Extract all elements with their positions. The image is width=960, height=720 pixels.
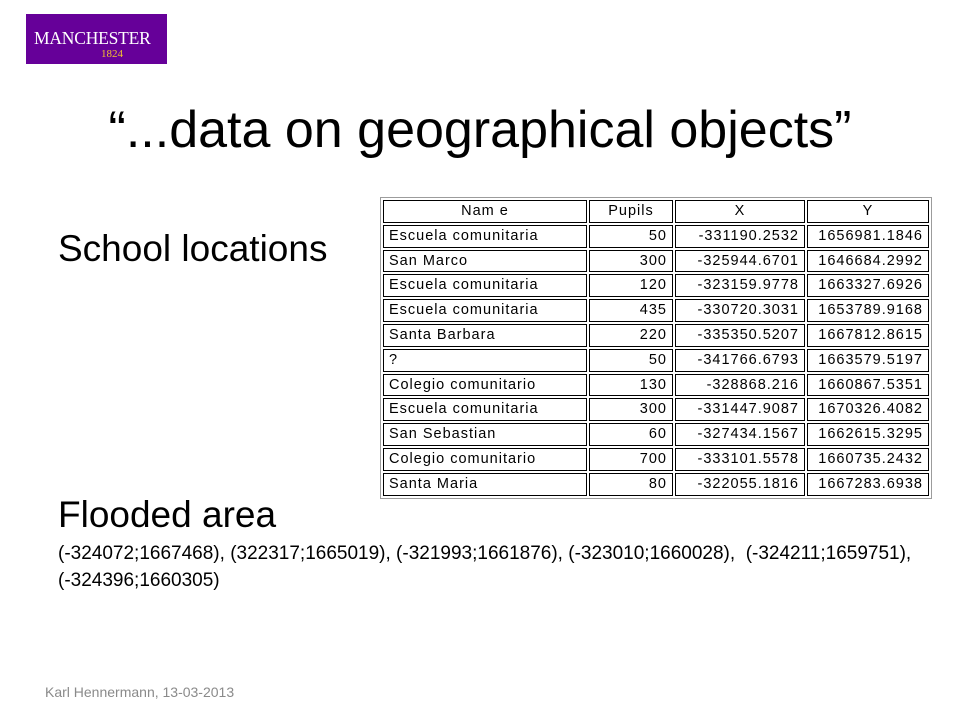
school-table-frame [380, 197, 932, 499]
school-locations-heading: School locations [58, 228, 328, 269]
y-coordinate-cell: 1670326.4082 [807, 398, 929, 421]
pupils-cell: 300 [589, 250, 673, 273]
table-row [383, 274, 929, 297]
table-row [383, 374, 929, 397]
pupils-cell: 50 [589, 349, 673, 372]
y-coordinate-cell: 1667812.8615 [807, 324, 929, 347]
pupils-cell: 50 [589, 225, 673, 248]
y-coordinate-cell: 1663579.5197 [807, 349, 929, 372]
school-name-cell: ? [383, 349, 587, 372]
x-coordinate-cell: -335350.5207 [675, 324, 805, 347]
x-coordinate-cell: -322055.1816 [675, 473, 805, 496]
table-row [383, 349, 929, 372]
column-header-x: X [675, 200, 805, 223]
y-coordinate-cell: 1656981.1846 [807, 225, 929, 248]
school-name-cell: Santa Barbara [383, 324, 587, 347]
school-name-cell: Escuela comunitaria [383, 299, 587, 322]
column-header-pupils: Pupils [589, 200, 673, 223]
slide-title: “...data on geographical objects” [108, 101, 852, 159]
school-name-cell: Escuela comunitaria [383, 274, 587, 297]
x-coordinate-cell: -328868.216 [675, 374, 805, 397]
y-coordinate-cell: 1660867.5351 [807, 374, 929, 397]
x-coordinate-cell: -333101.5578 [675, 448, 805, 471]
pupils-cell: 435 [589, 299, 673, 322]
table-row [383, 324, 929, 347]
pupils-cell: 300 [589, 398, 673, 421]
table-row [383, 250, 929, 273]
y-coordinate-cell: 1646684.2992 [807, 250, 929, 273]
school-name-cell: San Sebastian [383, 423, 587, 446]
x-coordinate-cell: -331447.9087 [675, 398, 805, 421]
y-coordinate-cell: 1662615.3295 [807, 423, 929, 446]
x-coordinate-cell: -323159.9778 [675, 274, 805, 297]
flooded-area-coordinates: (-324072;1667468), (322317;1665019), (-321993;1661876), (-323010;1660028), (-324211;1659751), (-324396;1660305) [58, 543, 917, 591]
table-row [383, 448, 929, 471]
pupils-cell: 60 [589, 423, 673, 446]
column-header-y: Y [807, 200, 929, 223]
y-coordinate-cell: 1653789.9168 [807, 299, 929, 322]
school-name-cell: Escuela comunitaria [383, 225, 587, 248]
column-header-name: Nam e [383, 200, 587, 223]
y-coordinate-cell: 1660735.2432 [807, 448, 929, 471]
table-row [383, 225, 929, 248]
table-header-row [383, 200, 929, 223]
school-name-cell: San Marco [383, 250, 587, 273]
flooded-area-heading: Flooded area [58, 494, 277, 535]
table-row [383, 398, 929, 421]
logo-year: 1824 [101, 48, 123, 60]
y-coordinate-cell: 1663327.6926 [807, 274, 929, 297]
school-table-body [383, 225, 929, 496]
pupils-cell: 700 [589, 448, 673, 471]
y-coordinate-cell: 1667283.6938 [807, 473, 929, 496]
footer-author-date: Karl Hennermann, 13-03-2013 [45, 684, 235, 700]
university-logo [26, 14, 167, 64]
x-coordinate-cell: -331190.2532 [675, 225, 805, 248]
x-coordinate-cell: -330720.3031 [675, 299, 805, 322]
pupils-cell: 130 [589, 374, 673, 397]
table-row [383, 423, 929, 446]
school-name-cell: Colegio comunitario [383, 448, 587, 471]
table-row [383, 299, 929, 322]
table-row [383, 473, 929, 496]
school-table [381, 198, 931, 498]
pupils-cell: 120 [589, 274, 673, 297]
school-name-cell: Colegio comunitario [383, 374, 587, 397]
pupils-cell: 220 [589, 324, 673, 347]
x-coordinate-cell: -341766.6793 [675, 349, 805, 372]
school-name-cell: Escuela comunitaria [383, 398, 587, 421]
logo-wordmark: MANCHESTER [34, 28, 151, 48]
pupils-cell: 80 [589, 473, 673, 496]
x-coordinate-cell: -327434.1567 [675, 423, 805, 446]
x-coordinate-cell: -325944.6701 [675, 250, 805, 273]
school-name-cell: Santa Maria [383, 473, 587, 496]
